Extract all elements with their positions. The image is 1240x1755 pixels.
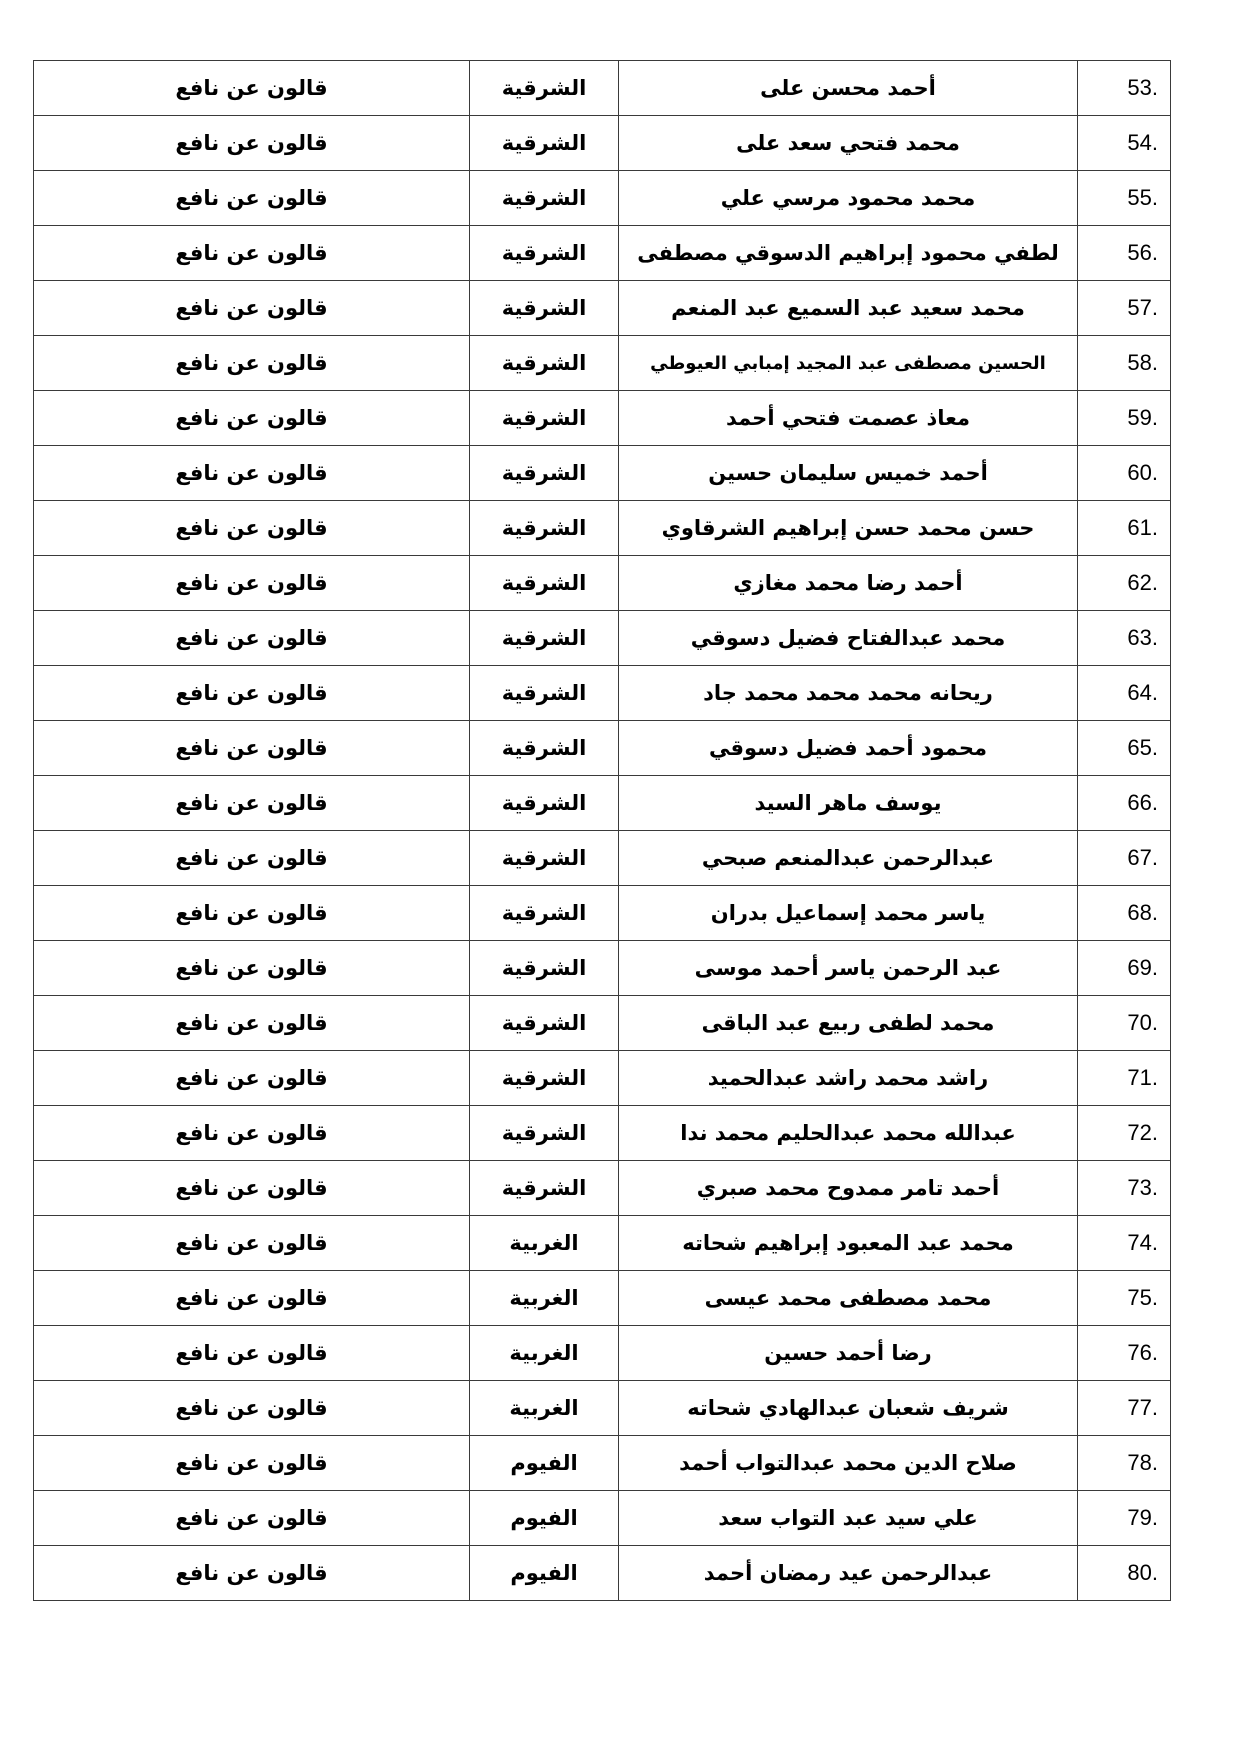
governorate-cell: الشرقية xyxy=(470,1051,619,1106)
participant-name-cell: راشد محمد راشد عبدالحميد xyxy=(619,1051,1078,1106)
riwaya-cell: قالون عن نافع xyxy=(34,1051,470,1106)
riwaya-cell: قالون عن نافع xyxy=(34,941,470,996)
row-number-cell: 73. xyxy=(1078,1161,1171,1216)
governorate-cell: الشرقية xyxy=(470,391,619,446)
row-number-cell: 54. xyxy=(1078,116,1171,171)
table-row xyxy=(34,1216,1171,1271)
table-row xyxy=(34,941,1171,996)
riwaya-cell: قالون عن نافع xyxy=(34,1106,470,1161)
table-row xyxy=(34,556,1171,611)
row-number-cell: 55. xyxy=(1078,171,1171,226)
participant-name-cell: أحمد محسن على xyxy=(619,61,1078,116)
riwaya-cell: قالون عن نافع xyxy=(34,1381,470,1436)
riwaya-cell: قالون عن نافع xyxy=(34,1271,470,1326)
table-row xyxy=(34,116,1171,171)
riwaya-cell: قالون عن نافع xyxy=(34,556,470,611)
row-number-cell: 75. xyxy=(1078,1271,1171,1326)
riwaya-cell: قالون عن نافع xyxy=(34,171,470,226)
participant-name-cell: محمد لطفى ربيع عبد الباقى xyxy=(619,996,1078,1051)
participant-name-cell: محمد مصطفى محمد عيسى xyxy=(619,1271,1078,1326)
participant-name-cell: معاذ عصمت فتحي أحمد xyxy=(619,391,1078,446)
riwaya-cell: قالون عن نافع xyxy=(34,61,470,116)
governorate-cell: الشرقية xyxy=(470,886,619,941)
row-number-cell: 72. xyxy=(1078,1106,1171,1161)
governorate-cell: الغربية xyxy=(470,1326,619,1381)
governorate-cell: الشرقية xyxy=(470,556,619,611)
governorate-cell: الشرقية xyxy=(470,611,619,666)
table-row xyxy=(34,831,1171,886)
participant-name-cell: عبدالرحمن عبدالمنعم صبحي xyxy=(619,831,1078,886)
table-row xyxy=(34,226,1171,281)
table-row xyxy=(34,1271,1171,1326)
governorate-cell: الشرقية xyxy=(470,116,619,171)
table-row xyxy=(34,446,1171,501)
table-row xyxy=(34,611,1171,666)
participant-name-cell: علي سيد عبد التواب سعد xyxy=(619,1491,1078,1546)
document-page xyxy=(33,60,1171,1601)
participant-name-cell: عبدالرحمن عيد رمضان أحمد xyxy=(619,1546,1078,1601)
table-row xyxy=(34,776,1171,831)
row-number-cell: 74. xyxy=(1078,1216,1171,1271)
row-number-cell: 77. xyxy=(1078,1381,1171,1436)
table-row xyxy=(34,1491,1171,1546)
governorate-cell: الشرقية xyxy=(470,1161,619,1216)
riwaya-cell: قالون عن نافع xyxy=(34,611,470,666)
riwaya-cell: قالون عن نافع xyxy=(34,1216,470,1271)
governorate-cell: الشرقية xyxy=(470,941,619,996)
table-row xyxy=(34,391,1171,446)
governorate-cell: الشرقية xyxy=(470,831,619,886)
governorate-cell: الشرقية xyxy=(470,336,619,391)
row-number-cell: 79. xyxy=(1078,1491,1171,1546)
governorate-cell: الفيوم xyxy=(470,1436,619,1491)
row-number-cell: 66. xyxy=(1078,776,1171,831)
table-row xyxy=(34,886,1171,941)
riwaya-cell: قالون عن نافع xyxy=(34,666,470,721)
row-number-cell: 78. xyxy=(1078,1436,1171,1491)
participant-name-cell: حسن محمد حسن إبراهيم الشرقاوي xyxy=(619,501,1078,556)
riwaya-cell: قالون عن نافع xyxy=(34,721,470,776)
riwaya-cell: قالون عن نافع xyxy=(34,391,470,446)
participant-name-cell: صلاح الدين محمد عبدالتواب أحمد xyxy=(619,1436,1078,1491)
table-row xyxy=(34,501,1171,556)
table-row xyxy=(34,1326,1171,1381)
participant-name-cell: محمد عبد المعبود إبراهيم شحاته xyxy=(619,1216,1078,1271)
table-row xyxy=(34,336,1171,391)
riwaya-cell: قالون عن نافع xyxy=(34,501,470,556)
participant-name-cell: محمد فتحي سعد على xyxy=(619,116,1078,171)
row-number-cell: 53. xyxy=(1078,61,1171,116)
riwaya-cell: قالون عن نافع xyxy=(34,1436,470,1491)
governorate-cell: الشرقية xyxy=(470,61,619,116)
participant-name-cell: أحمد رضا محمد مغازي xyxy=(619,556,1078,611)
row-number-cell: 62. xyxy=(1078,556,1171,611)
participant-name-cell: محمد سعيد عبد السميع عبد المنعم xyxy=(619,281,1078,336)
table-row xyxy=(34,1161,1171,1216)
table-row xyxy=(34,1436,1171,1491)
governorate-cell: الشرقية xyxy=(470,501,619,556)
row-number-cell: 59. xyxy=(1078,391,1171,446)
riwaya-cell: قالون عن نافع xyxy=(34,1161,470,1216)
table-row xyxy=(34,996,1171,1051)
governorate-cell: الشرقية xyxy=(470,226,619,281)
participant-name-cell: عبد الرحمن ياسر أحمد موسى xyxy=(619,941,1078,996)
row-number-cell: 56. xyxy=(1078,226,1171,281)
participant-name-cell: أحمد تامر ممدوح محمد صبري xyxy=(619,1161,1078,1216)
governorate-cell: الفيوم xyxy=(470,1491,619,1546)
table-row xyxy=(34,61,1171,116)
riwaya-cell: قالون عن نافع xyxy=(34,886,470,941)
riwaya-cell: قالون عن نافع xyxy=(34,1491,470,1546)
table-row xyxy=(34,171,1171,226)
riwaya-cell: قالون عن نافع xyxy=(34,446,470,501)
riwaya-cell: قالون عن نافع xyxy=(34,776,470,831)
riwaya-cell: قالون عن نافع xyxy=(34,1546,470,1601)
governorate-cell: الغربية xyxy=(470,1271,619,1326)
row-number-cell: 76. xyxy=(1078,1326,1171,1381)
governorate-cell: الشرقية xyxy=(470,721,619,776)
table-row xyxy=(34,1546,1171,1601)
participant-name-cell: محمد محمود مرسي علي xyxy=(619,171,1078,226)
table-row xyxy=(34,1051,1171,1106)
row-number-cell: 71. xyxy=(1078,1051,1171,1106)
governorate-cell: الشرقية xyxy=(470,171,619,226)
participants-table xyxy=(33,60,1171,1601)
riwaya-cell: قالون عن نافع xyxy=(34,1326,470,1381)
participant-name-cell: ياسر محمد إسماعيل بدران xyxy=(619,886,1078,941)
riwaya-cell: قالون عن نافع xyxy=(34,996,470,1051)
table-row xyxy=(34,666,1171,721)
governorate-cell: الفيوم xyxy=(470,1546,619,1601)
row-number-cell: 64. xyxy=(1078,666,1171,721)
table-row xyxy=(34,281,1171,336)
riwaya-cell: قالون عن نافع xyxy=(34,116,470,171)
governorate-cell: الشرقية xyxy=(470,996,619,1051)
row-number-cell: 63. xyxy=(1078,611,1171,666)
governorate-cell: الغربية xyxy=(470,1216,619,1271)
governorate-cell: الشرقية xyxy=(470,281,619,336)
participant-name-cell: شريف شعبان عبدالهادي شحاته xyxy=(619,1381,1078,1436)
participant-name-cell: محمد عبدالفتاح فضيل دسوقي xyxy=(619,611,1078,666)
row-number-cell: 69. xyxy=(1078,941,1171,996)
participant-name-cell: يوسف ماهر السيد xyxy=(619,776,1078,831)
participant-name-cell: الحسين مصطفى عبد المجيد إمبابي العيوطي xyxy=(619,336,1078,391)
riwaya-cell: قالون عن نافع xyxy=(34,336,470,391)
governorate-cell: الشرقية xyxy=(470,776,619,831)
table-row xyxy=(34,1381,1171,1436)
participant-name-cell: عبدالله محمد عبدالحليم محمد ندا xyxy=(619,1106,1078,1161)
governorate-cell: الشرقية xyxy=(470,1106,619,1161)
row-number-cell: 57. xyxy=(1078,281,1171,336)
row-number-cell: 80. xyxy=(1078,1546,1171,1601)
riwaya-cell: قالون عن نافع xyxy=(34,831,470,886)
row-number-cell: 68. xyxy=(1078,886,1171,941)
participant-name-cell: محمود أحمد فضيل دسوقي xyxy=(619,721,1078,776)
governorate-cell: الشرقية xyxy=(470,446,619,501)
participant-name-cell: ريحانه محمد محمد محمد جاد xyxy=(619,666,1078,721)
riwaya-cell: قالون عن نافع xyxy=(34,226,470,281)
row-number-cell: 58. xyxy=(1078,336,1171,391)
row-number-cell: 70. xyxy=(1078,996,1171,1051)
table-row xyxy=(34,1106,1171,1161)
participant-name-cell: رضا أحمد حسين xyxy=(619,1326,1078,1381)
riwaya-cell: قالون عن نافع xyxy=(34,281,470,336)
governorate-cell: الغربية xyxy=(470,1381,619,1436)
table-row xyxy=(34,721,1171,776)
participant-name-cell: لطفي محمود إبراهيم الدسوقي مصطفى xyxy=(619,226,1078,281)
governorate-cell: الشرقية xyxy=(470,666,619,721)
row-number-cell: 60. xyxy=(1078,446,1171,501)
row-number-cell: 67. xyxy=(1078,831,1171,886)
participants-table-body xyxy=(34,61,1171,1601)
row-number-cell: 61. xyxy=(1078,501,1171,556)
participant-name-cell: أحمد خميس سليمان حسين xyxy=(619,446,1078,501)
row-number-cell: 65. xyxy=(1078,721,1171,776)
